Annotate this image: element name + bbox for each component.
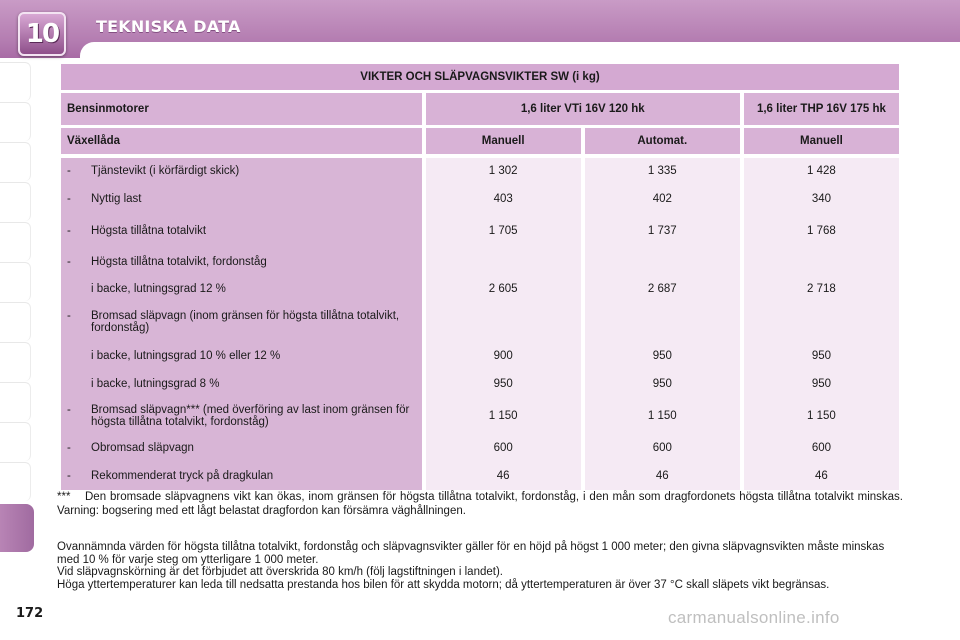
gearbox-header: Automat. [585, 128, 740, 154]
gearbox-header: Manuell [426, 128, 581, 154]
chapter-tab[interactable] [0, 182, 31, 221]
row-value [426, 302, 581, 342]
row-value: 2 605 [426, 276, 581, 302]
row-dash: - [67, 442, 71, 454]
row-value: 402 [585, 184, 740, 214]
row-label: Nyttig last [91, 193, 142, 205]
note-paragraph: Ovannämnda värden för högsta tillåtna totalvikt, fordonståg och släpvagnsvikter gäller för en höjd på högst 1 000 meter; den givna släpvagnsvikten måste minskas med 10 % för varje steg om ytterligare 1 000 meter. [57, 541, 885, 566]
row-label-cell [61, 370, 422, 398]
table-row [61, 302, 899, 342]
row-value: 1 302 [426, 158, 581, 184]
table-row [61, 398, 899, 434]
row-value: 950 [744, 342, 899, 370]
row-label-cell [61, 158, 422, 184]
table-row [61, 434, 899, 462]
table-row [61, 462, 899, 490]
row-value [426, 248, 581, 276]
page-number: 172 [16, 606, 44, 621]
table-body [61, 158, 899, 490]
row-value: 2 687 [585, 276, 740, 302]
gearbox-header-row [61, 128, 899, 154]
table-title-row [61, 64, 899, 90]
row-dash: - [67, 225, 71, 237]
chapter-tab[interactable] [0, 102, 31, 141]
row-label: i backe, lutningsgrad 8 % [91, 378, 220, 390]
chapter-tab[interactable] [0, 62, 31, 101]
row-dash: - [67, 256, 71, 268]
row-label-cell [61, 434, 422, 462]
header-divider [80, 42, 960, 58]
row-label-cell [61, 342, 422, 370]
chapter-tab[interactable] [0, 302, 31, 341]
row-dash: - [67, 404, 71, 416]
row-value: 1 150 [426, 398, 581, 434]
row-value: 950 [744, 370, 899, 398]
row-label: Tjänstevikt (i körfärdigt skick) [91, 165, 240, 177]
table-row [61, 276, 899, 302]
chapter-tab[interactable] [0, 262, 31, 301]
row-value [744, 248, 899, 276]
row-label-cell [61, 398, 422, 434]
chapter-tab[interactable] [0, 142, 31, 181]
footnote-marker: *** [57, 491, 71, 503]
watermark: carmanualsonline.info [668, 608, 840, 627]
row-value [585, 302, 740, 342]
row-dash: - [67, 165, 71, 177]
row-value: 600 [585, 434, 740, 462]
row-value: 600 [744, 434, 899, 462]
chapter-tab[interactable] [0, 462, 31, 501]
row-dash: - [67, 470, 71, 482]
row-label-cell [61, 302, 422, 342]
row-value: 900 [426, 342, 581, 370]
row-label: Högsta tillåtna totalvikt, fordonståg [91, 256, 267, 268]
row-value: 1 768 [744, 214, 899, 248]
row-value: 2 718 [744, 276, 899, 302]
gearbox-label: Växellåda [61, 128, 422, 154]
row-dash: - [67, 193, 71, 205]
row-value: 1 737 [585, 214, 740, 248]
row-label-cell [61, 276, 422, 302]
row-value: 403 [426, 184, 581, 214]
row-label: i backe, lutningsgrad 12 % [91, 283, 226, 295]
chapter-tab[interactable] [0, 222, 31, 261]
row-label-cell [61, 248, 422, 276]
row-value: 950 [585, 342, 740, 370]
note-paragraph: Vid släpvagnskörning är det förbjudet att överskrida 80 km/h (följ lagstiftningen i landet). [57, 566, 503, 578]
row-value: 1 705 [426, 214, 581, 248]
weights-table [57, 64, 903, 490]
engine-header-row [61, 93, 899, 125]
row-value [585, 248, 740, 276]
row-label: i backe, lutningsgrad 10 % eller 12 % [91, 350, 281, 362]
row-label: Obromsad släpvagn [91, 442, 194, 454]
row-label: Bromsad släpvagn*** (med överföring av last inom gränsen för högsta tillåtna totalvikt, fordonståg) [91, 404, 410, 428]
row-label: Rekommenderat tryck på dragkulan [91, 470, 274, 482]
table-row [61, 248, 899, 276]
notes [57, 541, 903, 591]
table-title: VIKTER OCH SLÄPVAGNSVIKTER SW (i kg) [61, 64, 899, 90]
row-value: 600 [426, 434, 581, 462]
row-label: Bromsad släpvagn (inom gränsen för högsta tillåtna totalvikt, fordonståg) [91, 310, 400, 334]
row-value: 950 [585, 370, 740, 398]
table-row [61, 342, 899, 370]
engine-header: 1,6 liter THP 16V 175 hk [744, 93, 899, 125]
row-label-cell [61, 462, 422, 490]
row-label-cell [61, 214, 422, 248]
table-row [61, 184, 899, 214]
footnote [57, 490, 903, 518]
row-value: 46 [744, 462, 899, 490]
table-row [61, 158, 899, 184]
table-row [61, 214, 899, 248]
row-value: 46 [585, 462, 740, 490]
row-value: 1 150 [744, 398, 899, 434]
row-value: 1 428 [744, 158, 899, 184]
row-value [744, 302, 899, 342]
row-value: 340 [744, 184, 899, 214]
row-value: 1 150 [585, 398, 740, 434]
chapter-title: TEKNISKA DATA [96, 17, 241, 36]
chapter-tab[interactable] [0, 342, 31, 381]
note-paragraph: Höga yttertemperaturer kan leda till nedsatta prestanda hos bilen för att skydda motorn; då yttertemperaturen är över 37 °C skall släpets vikt begränsas. [57, 578, 830, 591]
engine-label: Bensinmotorer [61, 93, 422, 125]
chapter-tabs [0, 62, 34, 622]
row-label: Högsta tillåtna totalvikt [91, 225, 207, 237]
row-label-cell [61, 184, 422, 214]
table-row [61, 370, 899, 398]
engine-header: 1,6 liter VTi 16V 120 hk [426, 93, 740, 125]
row-value: 46 [426, 462, 581, 490]
footnote-text: Den bromsade släpvagnens vikt kan ökas, inom gränsen för högsta tillåtna totalvikt, fordonståg, i den mån som dragfordonets högsta tillåtna totalvikt minskas. Varning: bogsering med ett lågt belastat dragfordon kan försämra väghållningen. [57, 491, 903, 517]
gearbox-header: Manuell [744, 128, 899, 154]
row-dash: - [67, 310, 71, 322]
chapter-tab-active[interactable] [0, 504, 34, 552]
chapter-tab[interactable] [0, 382, 31, 421]
chapter-tab[interactable] [0, 422, 31, 461]
chapter-number-badge: 10 [18, 12, 66, 56]
row-value: 1 335 [585, 158, 740, 184]
row-value: 950 [426, 370, 581, 398]
